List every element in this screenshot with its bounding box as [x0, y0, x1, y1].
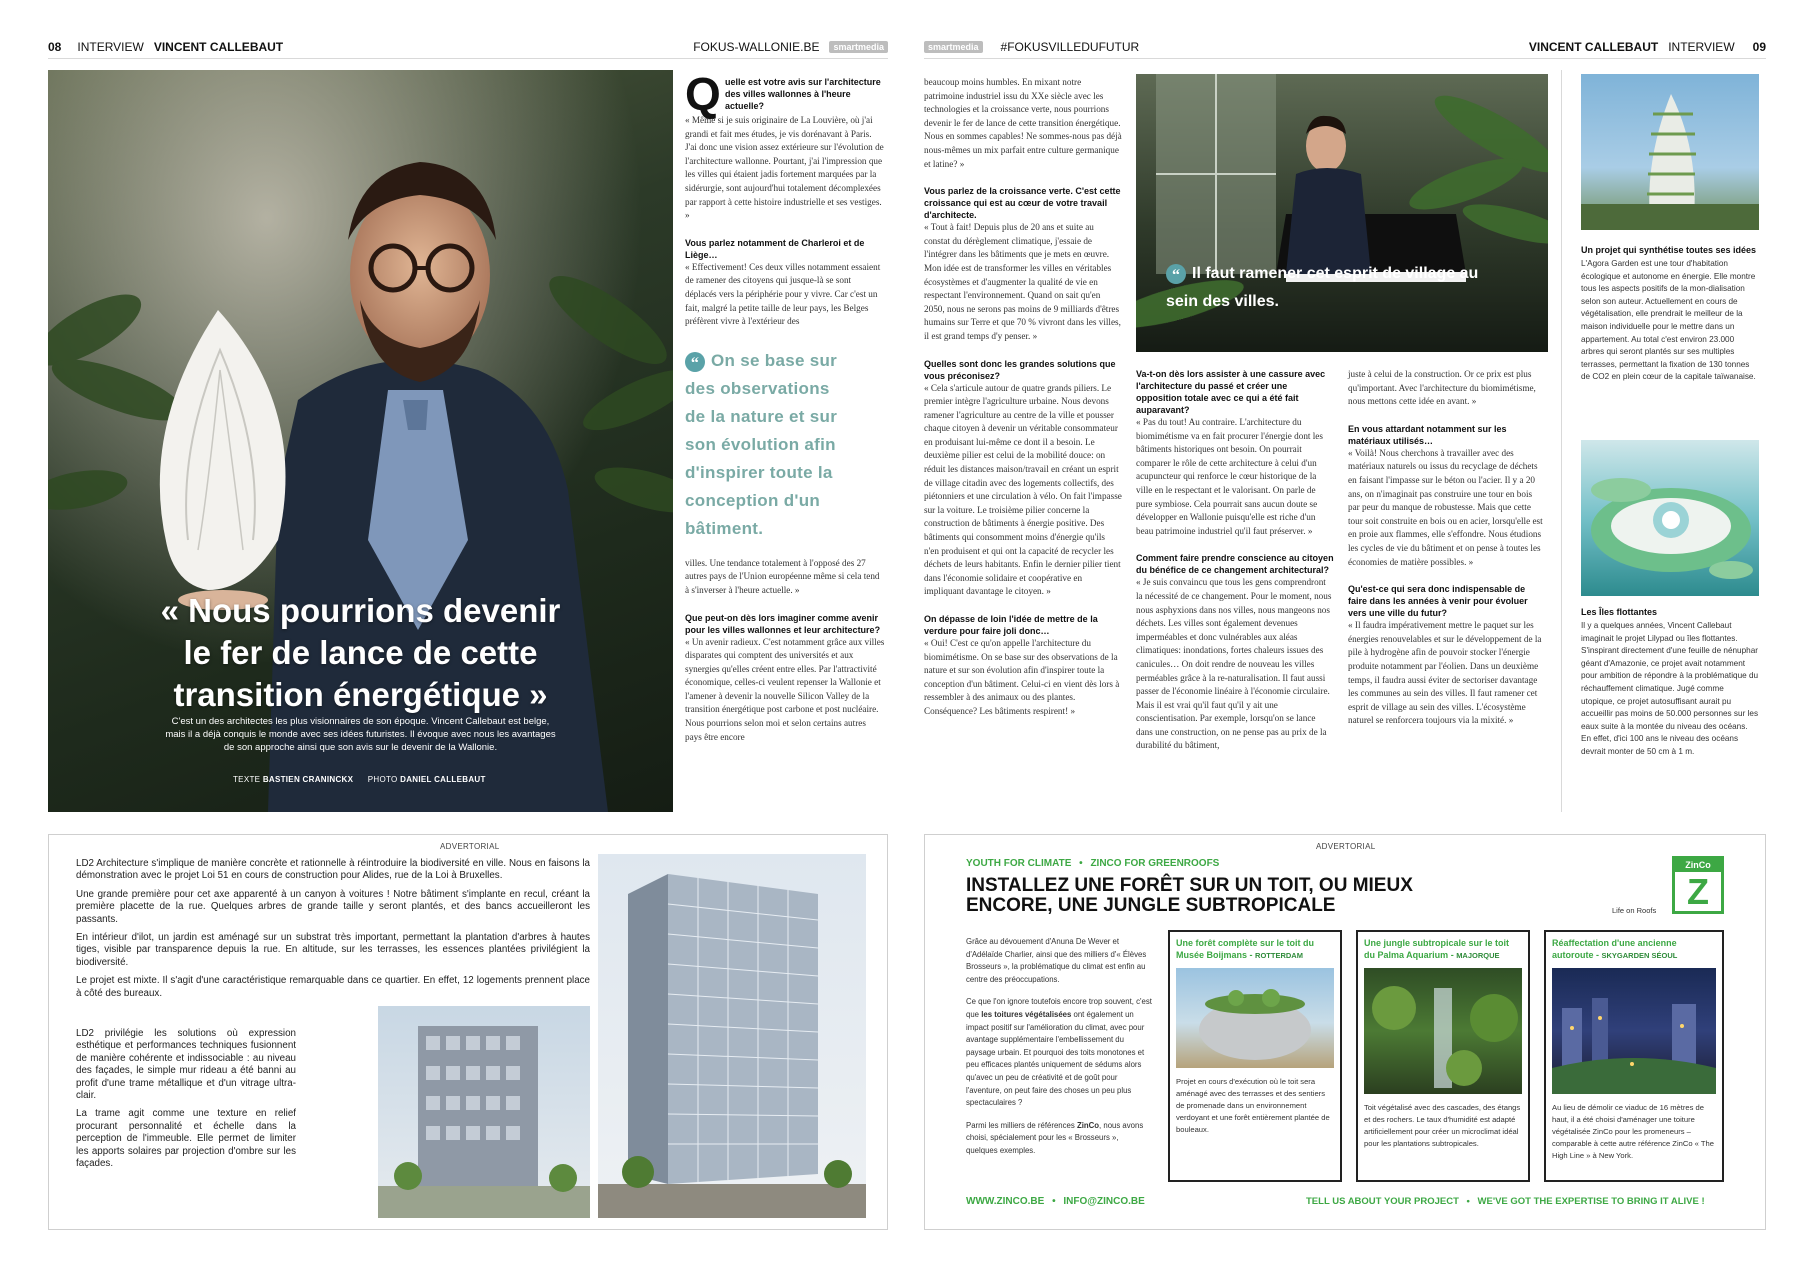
sidebar-text-1: L'Agora Garden est une tour d'habitation écologique et autonome en énergie. Elle montre tous les aspects positifs de la mon-dialisation selon son auteur. Actuellement en cours de végétalisation, elle prendrait le meilleur de la maison individuelle pour le mettre dans un appartement. Au total c'est environ 23.000 arbres qui seront plantés sur ses multiples terrasses, permettant la fixation de 130 tonnes de CO2 en plein cœur de la capitale taïwanaise. [1581, 259, 1756, 382]
card-3-place: SKYGARDEN SÉOUL [1601, 951, 1678, 960]
hero-portrait-photo [48, 70, 673, 812]
card-1-text: Projet en cours d'exécution où le toit sera aménagé avec des terrasses et des sentiers de promenade dans un environnement verdoyant et une forêt entièrement plantée de bouleaux. [1176, 1077, 1330, 1134]
card-2-place: MAJORQUE [1456, 951, 1500, 960]
zinco-intro-p3-bold: ZinCo [1076, 1120, 1100, 1130]
building-illustration-large [598, 854, 866, 1218]
hero-headline-line1: « Nous pourrions devenir [160, 592, 561, 629]
zinco-card-palma[interactable] [1356, 930, 1530, 1182]
ld2-paragraph-2: Une grande première pour cet axe apparenté à un canyon à voitures ! Notre bâtiment s'implante en recul, créant la première placette de la rue. Quelques arbres de grande taille y seront plantés, et des bancs accueilleront les passants. [76, 888, 590, 925]
card-2-title-text: Une jungle subtropicale sur le toit du Palma Aquarium [1364, 938, 1510, 960]
zinco-cta-1: TELL US ABOUT YOUR PROJECT [1306, 1196, 1459, 1207]
quote-icon: “ [1166, 264, 1186, 284]
right-page-header [924, 38, 1766, 56]
zinco-brand-tagline: Life on Roofs [1612, 906, 1657, 915]
zinco-title [966, 876, 1413, 916]
zinco-email-link[interactable]: INFO@ZINCO.BE [1063, 1196, 1145, 1207]
question-3: Que peut-on dès lors imaginer comme avenir pour les villes wallonnes et leur architecture? [685, 612, 881, 635]
photo-pull-quote [1166, 260, 1496, 316]
zinco-tagline: YOUTH FOR CLIMATE • ZINCO FOR GREENROOFS [966, 858, 1220, 869]
answer-10: « Il faudra impérativement mettre le paquet sur les énergies renouvelables et sur le développement de la pile à hydrogène afin de pouvoir stocker l'énergie produite notamment par l'éolien. Dans un deuxième temps, il faudra aussi éviter de sectoriser davantage les communes au sein des villes. Il faut ramener cet esprit de village au sein des villes. L'écosystème naturel se renforcera toujours via la mixité. » [1348, 620, 1542, 726]
sidebar-box-1 [1581, 244, 1759, 384]
tower-illustration [1581, 74, 1759, 230]
question-6: On dépasse de loin l'idée de mettre de la verdure pour faire joli donc… [924, 614, 1098, 636]
zinco-card-boijmans[interactable] [1168, 930, 1342, 1182]
answer-9: « Voilà! Nous cherchons à travailler avec des matériaux naturels ou issus du recyclage de déchets en faisant l'impasse sur le béton ou l'acier. Il y a 20 ans, on n'imaginait pas construire une tour en bois par peur du manque de robustesse. Mais que cette tour soit construite en bois ou en acier, lorsqu'elle est en proie aux flammes, elle s'effondre. Nous étudions les cycles de vie du bâtiment et on pense à toutes les économies de matière possibles. » [1348, 447, 1543, 567]
ld2-text-bottom [76, 1028, 296, 1176]
hero-credits [233, 775, 486, 784]
ld2-paragraph-5: LD2 privilégie les solutions où expression esthétique et performances techniques fusionnent de manière cohérente et indissociable : au niveau des façades, le simple mur rideau a été banni au profit d'une trame métallique et d'un vitrage ultra-clair. [76, 1028, 296, 1102]
zinco-intro-p1: Grâce au dévouement d'Anuna De Wever et d'Adélaïde Charlier, ainsi que des milliers d'« Élèves Brosseurs », la problématique du climat est enfin au centre des préoccupations. [966, 937, 1147, 984]
zinco-website-link[interactable]: WWW.ZINCO.BE [966, 1196, 1045, 1207]
credit-text-label: TEXTE [233, 775, 261, 784]
answer-4: « Tout à fait! Depuis plus de 20 ans et suite au constat du dérèglement climatique, j'essaie de l'intégrer dans les bâtiments que je mets en œuvre. Mon idée est de transformer les villes en véritables écosystèmes et d'augmenter la qualité de vie en respectant l'environnement. Quand on sait qu'en 2050, nous ne serons pas moins de 9 milliards d'êtres humains sur Terre et que 70 % vivront dans les villes, il est grand temps d'y penser. » [924, 222, 1121, 341]
sidebar-text-2: Il y a quelques années, Vincent Callebaut imaginait le projet Lilypad ou îles flottantes. S'inspirant directement d'une feuille de nénuphar géant d'Amazonie, ce projet avait notamment pour ambition de répondre à la problématique du réchauffement climatique. Jugé comme utopique, ce projet autosuffisant aurait pu accueillir pas moins de 50.000 personnes sur les eaux suite à la montée du niveau des océans. En effet, d'ici 100 ans le niveau des océans devrait monter de 50 cm à 1 m. [1581, 621, 1759, 756]
question-9: En vous attardant notamment sur les matériaux utilisés… [1348, 423, 1507, 446]
zinco-cta-2: WE'VE GOT THE EXPERTISE TO BRING IT ALIVE ! [1477, 1196, 1705, 1207]
interviewee-name-right: VINCENT CALLEBAUT [1528, 40, 1659, 54]
zinco-intro-p3-c: , nous avons choisi, spécialement pour les « Brosseurs », quelques exemples. [966, 1120, 1144, 1155]
credit-text-name: BASTIEN CRANINCKX [262, 775, 354, 784]
question-2: Vous parlez notamment de Charleroi et de Liège… [685, 237, 865, 260]
zinco-intro-p2-a: Ce que l'on ignore toutefois encore trop souvent, c'est que [966, 997, 1152, 1019]
pull-quote-1-text: On se base sur des observations de la nature et sur son évolution afin d'inspirer toute la conception d'un bâtiment. [685, 350, 838, 538]
answer-3: « Un avenir radieux. C'est notamment grâce aux villes disparates qui comptent des universités et aux synergies qu'elles créent entre elles. Par l'attractivité économique, celles-ci veulent repenser la Wallonie et l'amener à devenir la nouvelle Silicon Valley de la transition énergétique post carbone et post nucléaire. Nous pourrions selon moi et selon certains autres pays être encore [685, 636, 885, 742]
article-column-1 [685, 68, 885, 744]
building-illustration-small [378, 1006, 590, 1218]
ld2-paragraph-4: Le projet est mixte. Il s'agit d'une caractéristique remarquable dans ce quartier. En effet, 12 logements prennent place à côté des bureaux. [76, 975, 590, 999]
agora-garden-photo [1581, 74, 1759, 230]
ld2-paragraph-3: En intérieur d'ilot, un jardin est aménagé sur un substrat très important, permettant la plantation d'arbres à hautes tiges, visible par transparence depuis la rue. En altitude, sur les terrasses, les essences plantées privilégient la biodiversité. [76, 932, 590, 968]
site-url[interactable]: FOKUS-WALLONIE.BE [693, 40, 820, 54]
page-number: 08 [48, 40, 62, 54]
zinco-title-line2: ENCORE, UNE JUNGLE SUBTROPICALE [966, 895, 1336, 916]
section-label-right: INTERVIEW [1668, 40, 1735, 54]
question-8: Comment faire prendre conscience au citoyen du bénéfice de ce changement architectural? [1136, 553, 1334, 576]
piano-portrait-photo [1136, 74, 1548, 352]
answer-8: « Je suis convaincu que tous les gens comprendront la nécessité de ce changement. Pour le moment, nous nous asphyxions dans nos villes, nous mangeons nos déchets. Les villes sont également devenues imperméables et donc vulnérables aux aléas climatiques: inondations, fortes chaleurs issues des canicules… On doit rendre de nouveau les villes perméables grâce à la re-naturalisation. Il faut aussi passer de l'économie linéaire à l'économie circulaire. Mais il est vrai qu'il faut qu'il y ait une conscientisation. Par exemple, lorsqu'on se lance dans une construction, on ne pense pas au prix de la durabilité du bâtiment, [1136, 577, 1332, 751]
question-4: Vous parlez de la croissance verte. C'est cette croissance qui est au cœur de votre travail d'architecte. [924, 186, 1121, 221]
card-2-title: Une jungle subtropicale sur le toit du Palma Aquarium - MAJORQUE [1364, 938, 1510, 960]
interviewee-name: VINCENT CALLEBAUT [153, 40, 284, 54]
card-1-title-text: Une forêt complète sur le toit du Musée Boijmans [1176, 938, 1315, 960]
loi51-building-photo-large [598, 854, 866, 1218]
zinco-intro-p2-bold: les toitures végétalisées [981, 1009, 1072, 1019]
zinco-intro-p3 [966, 1120, 1152, 1158]
article-column-4 [1348, 368, 1546, 728]
hero-headline-line2: le fer de lance de cette [183, 634, 538, 671]
pull-quote-1 [685, 347, 845, 543]
card-3-photo [1552, 968, 1716, 1094]
sidebar-heading-2: Les Îles flottantes [1581, 607, 1658, 617]
left-page-header [48, 38, 888, 56]
zinco-footer-left: WWW.ZINCO.BE • INFO@ZINCO.BE [966, 1196, 1145, 1207]
ld2-paragraph-1: LD2 Architecture s'implique de manière concrète et rationnelle à réintroduire la biodiversité en ville. Nous en faisons la démonstration avec le projet Loi 51 en cours de construction pour Alides, rue de la Loi à Bruxelles. [76, 858, 590, 882]
zinco-logo-z: Z [1687, 871, 1709, 912]
zinco-title-line1: INSTALLEZ UNE FORÊT SUR UN TOIT, OU MIEUX [966, 875, 1413, 896]
tag-zinco-greenroofs: ZINCO FOR GREENROOFS [1090, 858, 1220, 869]
ld2-text-top [76, 858, 590, 1006]
answer-2-continued: villes. Une tendance totalement à l'opposé des 27 autres pays de l'Union européenne même si cela tend à s'inverser à l'heure actuelle. » [685, 557, 880, 595]
answer-1: « Même si je suis originaire de La Louvière, où j'ai grandi et fait mes études, je vis dorénavant à Paris. J'ai donc une vision assez extérieure sur l'évolution de l'architecture wallonne. Pourtant, j'ai l'impression que les villes qui étaient jadis fortement marquées par la sidérurgie, sont aujourd'hui totalement décomplexées par rapport à cette histoire industrielle et ses vestiges. » [685, 115, 884, 221]
floating-island-illustration [1581, 440, 1759, 596]
advertorial-label-right: ADVERTORIAL [1316, 842, 1376, 851]
zinco-logo [1672, 856, 1724, 914]
loi51-building-photo-small [378, 1006, 590, 1218]
page-number-right: 09 [1752, 40, 1766, 54]
answer-3-continued: beaucoup moins humbles. En mixant notre patrimoine industriel issu du XXe siècle avec les technologies et la croissance verte, nous pourrions devenir le fer de lance de cette transition énergétique. Nous en sommes capables! Ne sommes-nous pas déjà nous-mêmes un mix parfait entre culture germanique et latine? » [924, 77, 1122, 169]
advertorial-label-left: ADVERTORIAL [440, 842, 500, 851]
article-column-2 [924, 76, 1122, 719]
lilypad-photo [1581, 440, 1759, 596]
ld2-paragraph-6: La trame agit comme une texture en relief procurant personnalité et échelle dans la perception de l'immeuble. Elle permet de limiter les apports solaires par projection d'ombre sur les façades. [76, 1108, 296, 1170]
zinco-footer-right: TELL US ABOUT YOUR PROJECT • WE'VE GOT THE EXPERTISE TO BRING IT ALIVE ! [1306, 1196, 1705, 1207]
depot-illustration [1176, 968, 1334, 1068]
smartmedia-logo-right: smartmedia [924, 41, 983, 53]
hero-intro-line2: mais il a déjà conquis le monde avec ses idées futuristes. Il évoque avec nous les avantages [165, 729, 556, 740]
zinco-card-seoul[interactable] [1544, 930, 1724, 1182]
zinco-intro-p3-a: Parmi les milliers de références [966, 1120, 1077, 1130]
answer-8-continued: juste à celui de la construction. Or ce prix est plus qu'important. Avec l'architecture du biomimétisme, nous mettons cette idée en avant. » [1348, 369, 1536, 407]
hero-intro-line1: C'est un des architectes les plus visionnaires de son époque. Vincent Callebaut est belge, [171, 716, 550, 727]
card-2-text: Toit végétalisé avec des cascades, des étangs et des rochers. Le taux d'humidité est adapté artificiellement pour créer un microclimat idéal pour les plantations subtropicales. [1364, 1103, 1521, 1148]
credit-photo-label: PHOTO [367, 775, 398, 784]
tag-youth-for-climate: YOUTH FOR CLIMATE [966, 858, 1072, 869]
answer-7: « Pas du tout! Au contraire. L'architecture du biomimétisme va en fait procurer l'énergie dont les bâtiments historiques ont besoin. On pourrait comparer le rôle de cette architecture à celui d'un acupuncteur qui renforce le cœur historique de la ville en le respectant et le valorisant. On parle de pure symbiose. Cela pourrait sans aucun doute se développer en Wallonie puisqu'elle est riche d'un beau patrimoine industriel qu'il faut préserver. » [1136, 417, 1323, 536]
card-1-place: ROTTERDAM [1255, 951, 1303, 960]
card-3-text: Au lieu de démolir ce viaduc de 16 mètres de haut, il a été choisi d'aménager une toiture végétalisée ZinCo pour les promeneurs – comparable à cette autre référence ZinCo « The High Line » à New York. [1552, 1103, 1714, 1160]
zinco-intro-p2 [966, 996, 1152, 1109]
zinco-logo-text: ZinCo [1675, 859, 1721, 872]
answer-5: « Cela s'articule autour de quatre grands piliers. Le premier intègre l'agriculture urbaine. Nous devons ramener l'agriculture au centre de la ville et pousser chaque citoyen à devenir un véritable consommateur en produisant lui-même ce dont il a besoin. Le deuxième pilier est celui de la mobilité douce: on réduit les distances maison/travail en créant un esprit de village citadin avec des logements collectifs, des piétonniers et une circulation à vélo. On fait l'impasse sur la voiture. Le troisième pilier concerne la construction de bâtiments à énergie positive. Des bâtiments qui consomment moins d'énergie qu'ils n'en produisent et qui ont la capacité de recycler les déchets de leurs habitants. Enfin le dernier pilier tient dans l'économie solidaire et coopérative en impliquant davantage le citoyen. » [924, 382, 1122, 597]
section-label: INTERVIEW [77, 40, 144, 54]
zinco-intro [966, 936, 1152, 1158]
question-5: Quelles sont donc les grandes solutions que vous préconisez? [924, 358, 1116, 381]
answer-6: « Oui! C'est ce qu'on appelle l'architecture du biomimétisme. On se base sur des observations de la nature et sur son évolution afin d'inspirer toute la conception d'un bâtiment. Celui-ci en vient dès lors à ressembler à des animaux ou des plantes. Conséquence? Les bâtiments respirent! » [924, 638, 1120, 716]
sidebar-box-2 [1581, 606, 1759, 759]
quote-icon: “ [685, 352, 705, 372]
hero-headline-line3: transition énergétique » [173, 676, 548, 713]
article-column-3 [1136, 368, 1334, 753]
skygarden-illustration [1552, 968, 1716, 1094]
sidebar-divider [1561, 70, 1562, 812]
question-10: Qu'est-ce qui sera donc indispensable de faire dans les années à venir pour évoluer vers une ville du futur? [1348, 584, 1528, 619]
card-1-title: Une forêt complète sur le toit du Musée Boijmans - ROTTERDAM [1176, 938, 1315, 960]
question-1: uelle est votre avis sur l'architecture des villes wallonnes à l'heure actuelle? [725, 77, 881, 111]
hero-intro-line3: de son approche ainsi que son avis sur le devenir de la Wallonie. [223, 742, 498, 753]
answer-2: « Effectivement! Ces deux villes notamment essaient de ramener des citoyens qui jusque-là se sont déplacés vers la périphérie pour y vivre. Car c'est un fait, malgré la petite taille de leur pays, les Belges préfèrent vivre à l'extérieur des [685, 261, 881, 327]
dropcap: Q [685, 68, 721, 120]
photo-pull-quote-text: Il faut ramener cet esprit de village au sein des villes. [1166, 265, 1479, 310]
zinco-intro-p2-c: ont également un impact positif sur l'amélioration du climat, avec pour avantage supplémentaire l'embellissement du paysage urbain. Et pourquoi des toits monotones et peu efficaces plantés uniquement de sédums alors qu'avec un peu de créativité et de goût pour l'aventure, on peut faire des choses un peu plus spectaculaires ? [966, 1009, 1145, 1108]
card-1-photo [1176, 968, 1334, 1068]
jungle-illustration [1364, 968, 1522, 1094]
credit-photo-name: DANIEL CALLEBAUT [400, 775, 486, 784]
question-7: Va-t-on dès lors assister à une cassure avec l'architecture du passé et créer une opposition totale avec ce qui a été fait auparavant? [1136, 369, 1326, 415]
card-3-title: Réaffectation d'une ancienne autoroute - SKYGARDEN SÉOUL [1552, 938, 1678, 960]
card-2-photo [1364, 968, 1522, 1094]
card-3-title-text: Réaffectation d'une ancienne autoroute [1552, 938, 1677, 960]
hero-intro [48, 715, 673, 754]
hashtag: #FOKUSVILLEDUFUTUR [1000, 40, 1140, 54]
smartmedia-logo: smartmedia [829, 41, 888, 53]
hero-headline [48, 590, 673, 716]
sidebar-heading-1: Un projet qui synthétise toutes ses idées [1581, 245, 1757, 255]
